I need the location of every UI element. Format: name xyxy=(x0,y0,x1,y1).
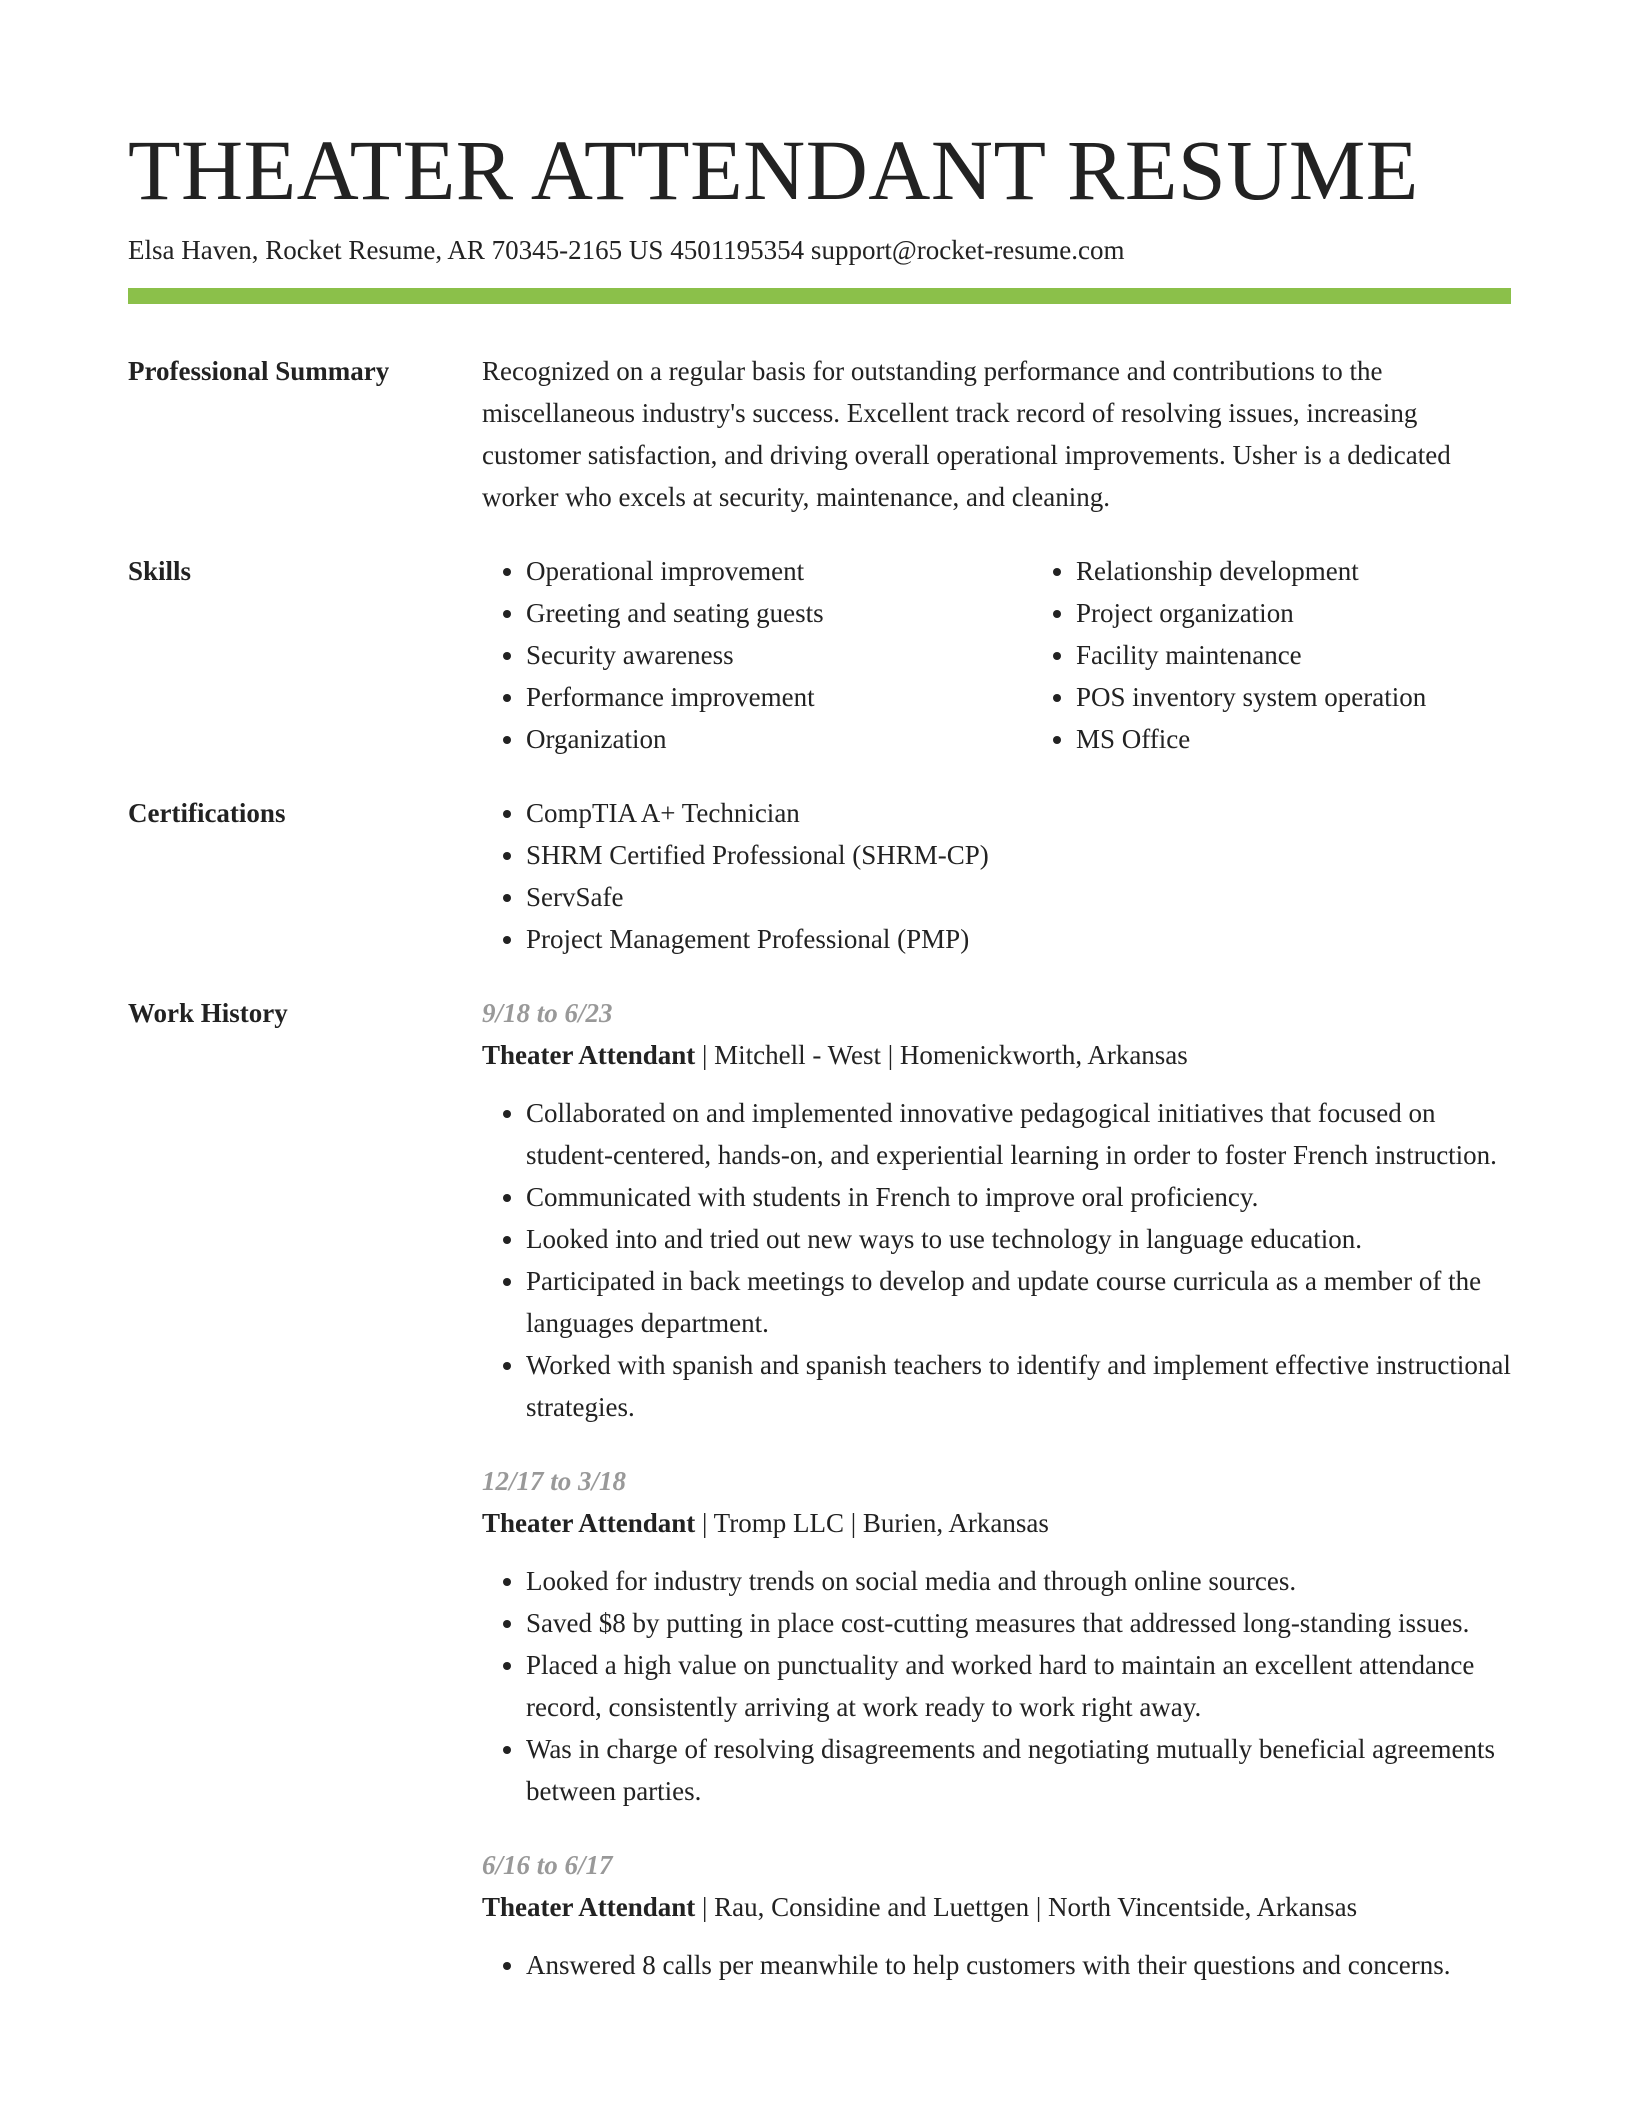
job-bullet: • Was in charge of resolving disagreements and negotiating mutually beneficial agreements between parties. xyxy=(526,1728,1511,1812)
summary-body xyxy=(482,350,1511,518)
work-history-label: Work History xyxy=(128,998,288,1028)
job-bullet: • Looked into and tried out new ways to use technology in language education. xyxy=(526,1218,1511,1260)
job-bullet: • Collaborated on and implemented innovative pedagogical initiatives that focused on student-centered, hands-on, and experiential learning in order to foster French instruction. xyxy=(526,1092,1511,1176)
summary-section xyxy=(128,350,1511,518)
contact-line: Elsa Haven, Rocket Resume, AR 70345-2165 US 4501195354 support@rocket-resume.com xyxy=(128,235,1125,265)
header-divider xyxy=(128,288,1511,304)
certification-item: • Project Management Professional (PMP) xyxy=(526,918,1511,960)
skill-item: • Security awareness xyxy=(526,634,1032,676)
job-heading xyxy=(482,1886,1511,1928)
job-bullet: • Participated in back meetings to develop and update course curricula as a member of the languages department. xyxy=(526,1260,1511,1344)
job-bullets xyxy=(482,1944,1511,1986)
skill-item: • Performance improvement xyxy=(526,676,1032,718)
job-details: | Rau, Considine and Luettgen | North Vincentside, Arkansas xyxy=(695,1892,1358,1922)
job-bullet: • Looked for industry trends on social media and through online sources. xyxy=(526,1560,1511,1602)
job-title: Theater Attendant xyxy=(482,1892,696,1922)
job-entry xyxy=(482,1844,1511,1986)
job-dates: 12/17 to 3/18 xyxy=(482,1466,627,1496)
job-details: | Mitchell - West | Homenickworth, Arkansas xyxy=(695,1040,1188,1070)
skills-list-left xyxy=(482,550,1032,760)
job-dates: 9/18 to 6/23 xyxy=(482,998,613,1028)
work-history-body xyxy=(482,992,1511,1986)
resume-page xyxy=(128,120,1511,1986)
skill-item: • Facility maintenance xyxy=(1076,634,1582,676)
work-history-section xyxy=(128,992,1511,1986)
job-bullets xyxy=(482,1560,1511,1812)
skills-body xyxy=(482,550,1582,760)
certifications-body xyxy=(482,792,1511,960)
job-bullet: • Answered 8 calls per meanwhile to help customers with their questions and concerns. xyxy=(526,1944,1511,1986)
job-heading xyxy=(482,1034,1511,1076)
certification-item: • CompTIA A+ Technician xyxy=(526,792,1511,834)
job-bullets xyxy=(482,1092,1511,1428)
skill-item: • Greeting and seating guests xyxy=(526,592,1032,634)
job-dates: 6/16 to 6/17 xyxy=(482,1850,613,1880)
job-entry xyxy=(482,992,1511,1428)
certifications-list xyxy=(482,792,1511,960)
job-details: | Tromp LLC | Burien, Arkansas xyxy=(695,1508,1049,1538)
job-title: Theater Attendant xyxy=(482,1508,696,1538)
job-title: Theater Attendant xyxy=(482,1040,696,1070)
certification-item: • SHRM Certified Professional (SHRM-CP) xyxy=(526,834,1511,876)
job-bullet: • Placed a high value on punctuality and worked hard to maintain an excellent attendance record, consistently arriving at work ready to work right away. xyxy=(526,1644,1511,1728)
skill-item: • Project organization xyxy=(1076,592,1582,634)
skill-item: • Operational improvement xyxy=(526,550,1032,592)
job-bullet: • Saved $8 by putting in place cost-cutting measures that addressed long-standing issues. xyxy=(526,1602,1511,1644)
summary-text: Recognized on a regular basis for outstanding performance and contributions to the miscellaneous industry's success. Excellent track record of resolving issues, increasing customer satisfaction, and driving overall operational improvements. Usher is a dedicated worker who excels at security, maintenance, and cleaning. xyxy=(482,356,1451,512)
job-entry xyxy=(482,1460,1511,1812)
skill-item: • Relationship development xyxy=(1076,550,1582,592)
certification-item: • ServSafe xyxy=(526,876,1511,918)
skill-item: • MS Office xyxy=(1076,718,1582,760)
job-heading xyxy=(482,1502,1511,1544)
job-bullet: • Worked with spanish and spanish teachers to identify and implement effective instructional strategies. xyxy=(526,1344,1511,1428)
skills-section xyxy=(128,550,1511,760)
resume-title: THEATER ATTENDANT RESUME xyxy=(128,122,1419,218)
skills-label: Skills xyxy=(128,556,192,586)
certifications-section xyxy=(128,792,1511,960)
skill-item: • Organization xyxy=(526,718,1032,760)
summary-label: Professional Summary xyxy=(128,356,390,386)
job-bullet: • Communicated with students in French to improve oral proficiency. xyxy=(526,1176,1511,1218)
certifications-label: Certifications xyxy=(128,798,286,828)
skill-item: • POS inventory system operation xyxy=(1076,676,1582,718)
skills-list-right xyxy=(1032,550,1582,760)
